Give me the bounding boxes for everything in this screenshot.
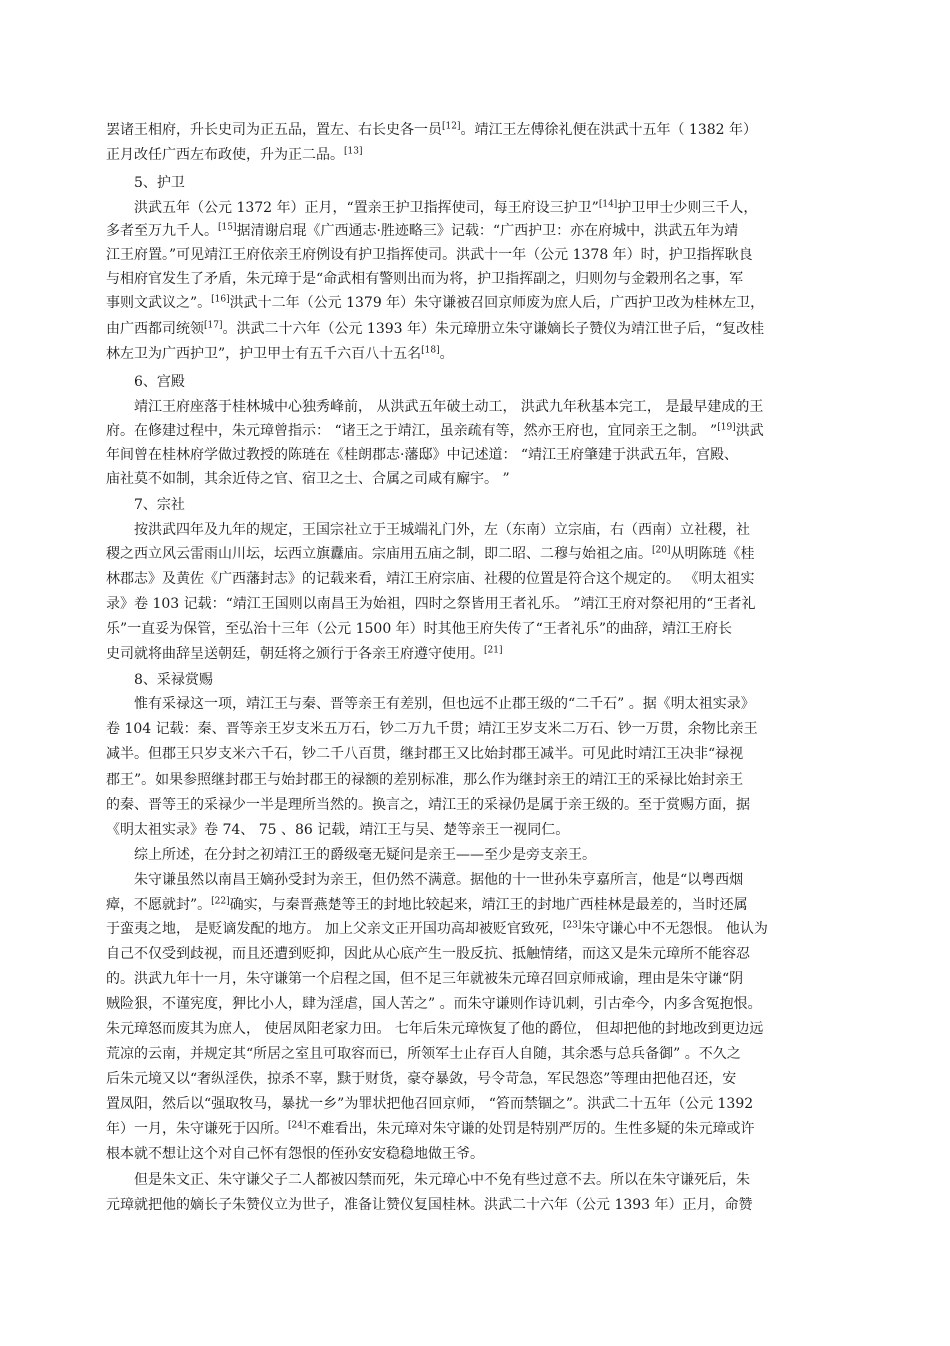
text-line: 但是朱文正、朱守谦父子二人都被囚禁而死，朱元璋心中不免有些过意不去。所以在朱守谦死后，朱 <box>134 1172 750 1188</box>
section-heading: 8、采禄赏赐 <box>134 672 213 688</box>
text-line: 庙社莫不如制，其余近侍之官、宿卫之士、合属之司咸有廨宇。 ” <box>106 471 510 487</box>
text-line: 惟有采禄这一项，靖江王与秦、晋等亲王有差别，但也远不止郡王级的“二千石” 。据《明太祖实录》 <box>134 696 755 712</box>
text-line: 贼险狠，不谨宪度，狎比小人，肆为淫虐，国人苦之” 。而朱守谦则作诗讥刺，引古牵今，内多含冤抱恨。 <box>106 996 762 1012</box>
text-line: 与相府官发生了矛盾，朱元璋于是“命武相有警则出而为将，护卫指挥副之，归则勿与金穀刑名之事，军 <box>106 271 744 287</box>
text-line: 录》卷 103 记载：“靖江王国则以南昌王为始祖，四时之祭皆用王者礼乐。 ”靖江王府对祭祀用的“王者礼 <box>106 596 756 612</box>
text-line: 元璋就把他的嫡长子朱赞仪立为世子，准备让赞仪复国桂林。洪武二十六年（公元 1393 年）正月，命赞 <box>106 1197 753 1213</box>
text-line: 的秦、晋等王的采禄少一半是理所当然的。换言之，靖江王的采禄仍是属于亲王级的。至于赏赐方面，据 <box>106 797 750 813</box>
text-line: 后朱元境又以“奢纵淫佚，掠杀不辜，黩于财货，豪夺暴敛，号令苛急，军民怨恣”等理由把他召还，安 <box>106 1071 737 1087</box>
text-line: 的。洪武九年十一月，朱守谦第一个启程之国，但不足三年就被朱元璋召回京师戒谕，理由是朱守谦“阴 <box>106 971 744 987</box>
text-line: 《明太祖实录》卷 74、 75 、86 记载，靖江王与吴、楚等亲王一视同仁。 <box>106 822 570 838</box>
text-line: 置凤阳，然后以“强取牧马，暴扰一乡”为罪状把他召回京师， “笞而禁锢之”。洪武二十五年（公元 1392 <box>106 1096 754 1112</box>
text-line: 减半。但郡王只岁支米六千石，钞二千八百贯，继封郡王又比始封郡王减半。可见此时靖江王决非“禄视 <box>106 746 744 762</box>
section-heading: 5、护卫 <box>134 175 185 191</box>
text-line: 乐”一直妥为保管，至弘治十三年（公元 1500 年）时其他王府失传了“王者礼乐”的曲辞，靖江王府长 <box>106 621 732 637</box>
text-line: 瘴，不愿就封”。[22]确实，与秦晋燕楚等王的封地比较起来，靖江王的封地广西桂林是最差的，当时还属 <box>106 896 748 913</box>
section-heading: 6、宫殿 <box>134 374 185 390</box>
text-line: 于蛮夷之地， 是贬谪发配的地方。 加上父亲文正开国功高却被贬官致死，[23]朱守谦心中不无怨恨。 他认为 <box>106 920 768 937</box>
text-line: 府。在修建过程中，朱元璋曾指示： “诸王之于靖江，虽亲疏有等，然亦王府也，宜同亲王之制。 ”[19]洪武 <box>106 422 764 439</box>
text-line: 朱元璋怒而废其为庶人， 使居凤阳老家力田。 七年后朱元璋恢复了他的爵位， 但却把他的封地改到更边远 <box>106 1021 764 1037</box>
text-line: 事则文武议之”。[16]洪武十二年（公元 1379 年）朱守谦被召回京师废为庶人后，广西护卫改为桂林左卫， <box>106 294 765 311</box>
text-line: 综上所述，在分封之初靖江王的爵级毫无疑问是亲王——至少是旁支亲王。 <box>134 847 596 863</box>
text-line: 史司就将曲辞呈送朝廷，朝廷将之颁行于各亲王府遵守使用。[21] <box>106 645 503 662</box>
section-heading: 7、宗社 <box>134 497 185 513</box>
text-line: 根本就不想让这个对自己怀有怨恨的侄孙安安稳稳地做王爷。 <box>106 1146 484 1162</box>
text-line: 稷之西立风云雷雨山川坛，坛西立旗纛庙。宗庙用五庙之制，即二昭、二穆与始祖之庙。[20]从明陈琏《桂 <box>106 545 755 562</box>
text-line: 多者至万九千人。[15]据清谢启琨《广西通志·胜迹略三》记载：“广西护卫：亦在府城中，洪武五年为靖 <box>106 222 739 239</box>
text-line: 卷 104 记载：秦、晋等亲王岁支米五万石，钞二万九千贯；靖江王岁支米二万石、钞一万贯，余物比亲王 <box>106 721 758 737</box>
text-line: 自己不仅受到歧视，而且还遭到贬抑，因此从心底产生一股反抗、抵触情绪，而这又是朱元璋所不能容忍 <box>106 946 750 962</box>
text-line: 郡王”。如果参照继封郡王与始封郡王的禄额的差别标准，那么作为继封亲王的靖江王的采禄比始封亲王 <box>106 772 744 788</box>
text-line: 洪武五年（公元 1372 年）正月，“置亲王护卫指挥使司，每王府设三护卫”[14]护卫甲士少则三千人， <box>134 199 758 216</box>
text-line: 林左卫为广西护卫”，护卫甲士有五千六百八十五名[18]。 <box>106 345 454 362</box>
text-line: 荒凉的云南，并规定其“所居之室且可取容而已，所领军士止存百人自随，其余悉与总兵备御” 。不久之 <box>106 1046 741 1062</box>
text-line: 林郡志》及黄佐《广西藩封志》的记载来看，靖江王府宗庙、社稷的位置是符合这个规定的。 《明太祖实 <box>106 571 755 587</box>
text-line: 年间曾在桂林府学做过教授的陈琏在《桂朗郡志·藩邸》中记述道： “靖江王府肇建于洪武五年，宫殿、 <box>106 447 739 463</box>
text-line: 正月改任广西左布政使，升为正二品。[13] <box>106 146 363 163</box>
text-line: 年）一月，朱守谦死于囚所。[24]不难看出，朱元璋对朱守谦的处罚是特别严厉的。生性多疑的朱元璋或许 <box>106 1120 755 1137</box>
text-line: 靖江王府座落于桂林城中心独秀峰前， 从洪武五年破土动工， 洪武九年秋基本完工， 是最早建成的王 <box>134 399 764 415</box>
text-line: 由广西都司统领[17]。洪武二十六年（公元 1393 年）朱元璋册立朱守谦嫡长子赞仪为靖江世子后，“复改桂 <box>106 320 765 337</box>
text-line: 朱守谦虽然以南昌王嫡孙受封为亲王，但仍然不满意。据他的十一世孙朱亨嘉所言，他是“以粤西烟 <box>134 872 744 888</box>
text-line: 罢诸王相府，升长史司为正五品，置左、右长史各一员[12]。靖江王左傅徐礼便在洪武十五年（ 1382 年） <box>106 121 758 138</box>
text-line: 按洪武四年及九年的规定，王国宗社立于王城端礼门外，左（东南）立宗庙，右（西南）立社稷，社 <box>134 522 750 538</box>
text-line: 江王府置。”可见靖江王府依亲王府例设有护卫指挥使司。洪武十一年（公元 1378 年）时，护卫指挥耿良 <box>106 247 753 263</box>
